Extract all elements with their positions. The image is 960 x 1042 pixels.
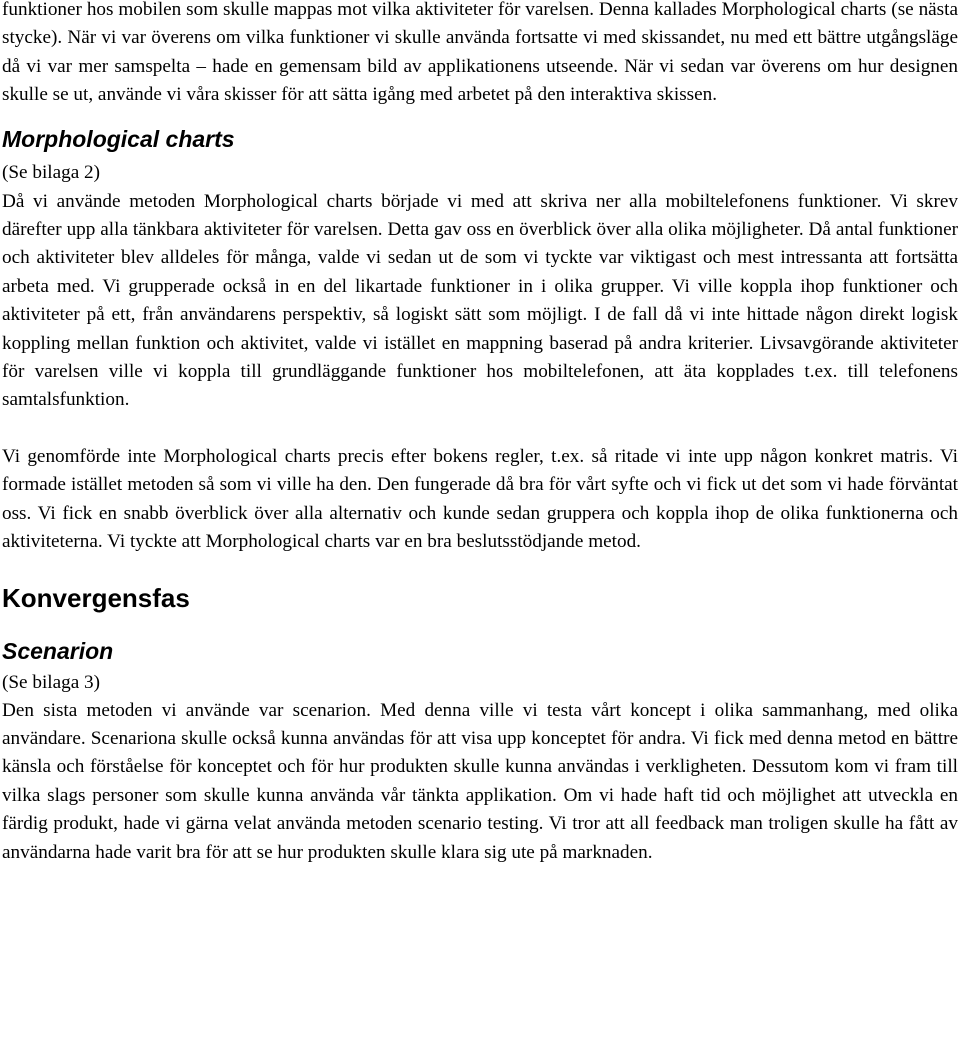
- morphological-charts-paragraph-2: Vi genomförde inte Morphological charts precis efter bokens regler, t.ex. så ritade vi inte upp någon konkret matris. Vi formade istället metoden så som vi ville ha den. Den fungerade då bra för vårt syfte och vi fick ut det som vi hade förväntat oss. Vi fick en snabb överblick över alla alternativ och kunde sedan gruppera och koppla ihop de olika funktionerna och aktiviteterna. Vi tyckte att Morphological charts var en bra beslutsstödjande metod.: [2, 445, 958, 553]
- intro-paragraph: funktioner hos mobilen som skulle mappas mot vilka aktiviteter för varelsen. Denna kallades Morphological charts (se nästa stycke). När vi var överens om vilka funktioner vi skulle använda fortsatte vi med skissandet, nu med ett bättre utgångsläge då vi var mer samspelta – hade en gemensam bild av applikationens utseende. När vi sedan var överens om hur designen skulle se ut, använde vi våra skisser för att sätta igång med arbetet på den interaktiva skissen.: [2, 0, 958, 106]
- morphological-charts-heading: Morphological charts: [2, 125, 235, 152]
- morphological-charts-reference: (Se bilaga 2): [2, 161, 101, 183]
- scenarion-paragraph: Den sista metoden vi använde var scenarion. Med denna ville vi testa vårt koncept i olika sammanhang, med olika användare. Scenariona skulle också kunna användas för att visa upp konceptet för andra. Vi fick med denna metod en bättre känsla och förståelse för konceptet och för hur produkten skulle kunna användas i verkligheten. Dessutom kom vi fram till vilka slags personer som skulle kunna använda vår tänkta applikation. Om vi hade haft tid och möjlighet att utveckla en färdig produkt, hade vi gärna velat använda metoden scenario testing. Vi tror att all feedback man troligen skulle ha fått av användarna hade varit bra för att se hur produkten skulle klara sig ute på marknaden.: [2, 699, 958, 863]
- konvergensfas-heading: Konvergensfas: [2, 582, 190, 613]
- scenarion-reference: (Se bilaga 3): [2, 671, 101, 693]
- morphological-charts-paragraph-1: Då vi använde metoden Morphological charts började vi med att skriva ner alla mobiltelefonens funktioner. Vi skrev därefter upp alla tänkbara aktiviteter för varelsen. Detta gav oss en överblick över alla olika möjligheter. Då antal funktioner och aktiviteter blev alldeles för många, valde vi sedan ut de som vi tyckte var viktigast och mest intressanta att fortsätta arbeta med. Vi grupperade också in en del likartade funktioner in i olika grupper. Vi ville koppla ihop funktioner och aktiviteter på ett, från användarens perspektiv, så logiskt sätt som möjligt. I de fall då vi inte hittade någon direkt logisk koppling mellan funktion och aktivitet, valde vi istället en mappning baserad på andra kriterier. Livsavgörande aktiviteter för varelsen ville vi koppla till grundläggande funktioner hos mobiltelefonen, att äta kopplades t.ex. till telefonens samtalsfunktion.: [2, 190, 958, 411]
- scenarion-heading: Scenarion: [2, 637, 114, 664]
